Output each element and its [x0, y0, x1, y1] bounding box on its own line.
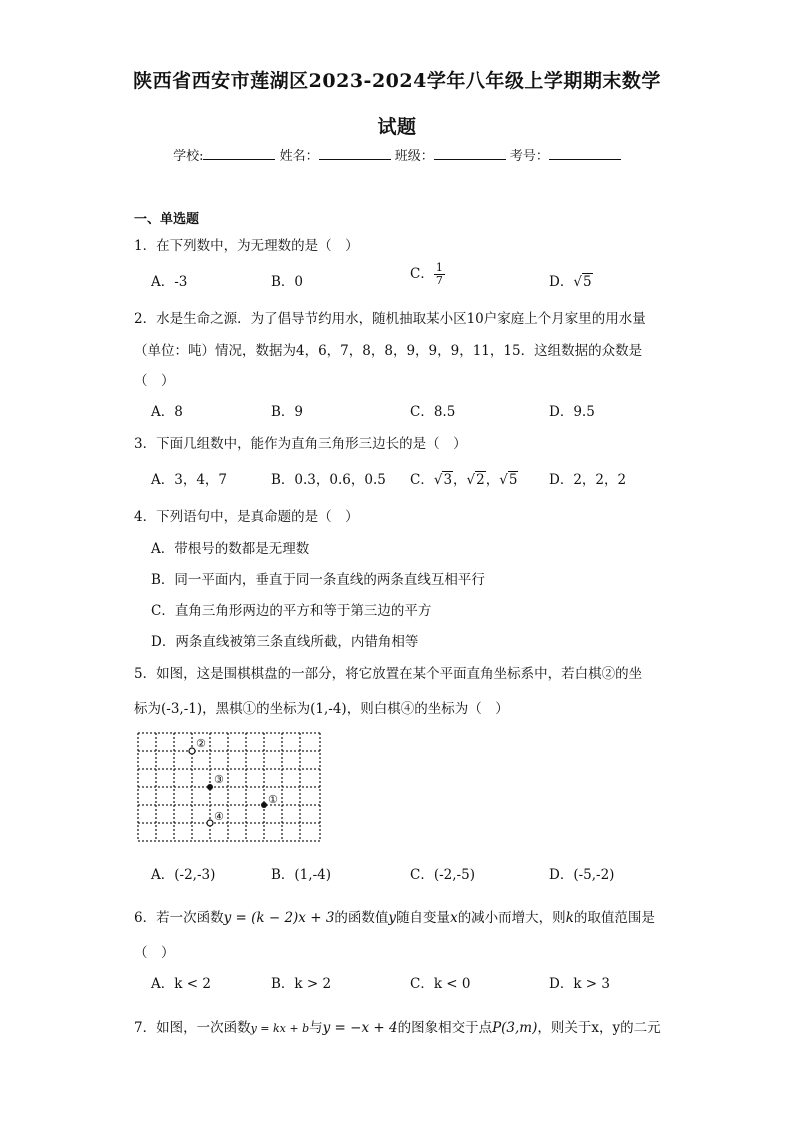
q6-function: y = (k − 2)x + 3 — [223, 910, 335, 926]
q1-option-d-label: D． — [549, 274, 574, 290]
radicand: 5 — [582, 274, 592, 290]
separator: ， — [485, 472, 500, 488]
q1-stem: 1．在下列数中，为无理数的是（ ） — [134, 238, 359, 254]
sqrt-icon: √ — [573, 274, 582, 290]
q7-point-p: P(3,m) — [492, 1020, 538, 1036]
black-stone-1 — [261, 802, 267, 808]
q2-option-a[interactable]: A．8 — [151, 404, 183, 420]
q5-line1: 5．如图，这是围棋棋盘的一部分，将它放置在某个平面直角坐标系中，若白棋②的坐 — [134, 666, 643, 682]
separator: ， — [453, 472, 467, 488]
q6-stem-c: 随自变量 — [396, 910, 451, 926]
name-blank[interactable] — [319, 147, 391, 160]
q5-option-b[interactable]: B．(1,-4) — [271, 867, 331, 883]
radicand: 3 — [443, 472, 453, 488]
radicand: 5 — [508, 472, 518, 488]
denominator: 7 — [435, 274, 443, 287]
q1-fraction — [434, 262, 445, 287]
q6-var-y: y — [388, 910, 397, 926]
exam-no-label: 考号： — [509, 149, 549, 164]
q6-var-k: k — [565, 910, 574, 926]
q7-function-1: y = kx + b — [250, 1022, 310, 1035]
q7-line1 — [134, 1016, 661, 1036]
exam-no-blank[interactable] — [549, 147, 621, 160]
q5-line2: 标为(-3,-1)，黑棋①的坐标为(1,-4)，则白棋④的坐标为（ ） — [134, 701, 509, 717]
name-label: 姓名： — [279, 149, 319, 164]
sqrt-icon: √ — [466, 472, 476, 488]
q4-option-b[interactable]: B．同一平面内，垂直于同一条直线的两条直线互相平行 — [151, 572, 485, 588]
q6-stem-b: 的函数值 — [334, 910, 389, 926]
q6-option-a[interactable]: A．k < 2 — [151, 976, 211, 992]
q4-option-d[interactable]: D．两条直线被第三条直线所截，内错角相等 — [151, 634, 419, 650]
q5-option-c[interactable]: C．(-2,-5) — [410, 867, 475, 883]
q6-option-d[interactable]: D．k > 3 — [549, 976, 610, 992]
q1-option-c[interactable] — [410, 262, 445, 287]
class-blank[interactable] — [434, 147, 506, 160]
student-info-row — [0, 145, 794, 164]
black-stone-3 — [207, 784, 213, 790]
school-blank[interactable] — [203, 147, 275, 160]
q3-stem: 3．下面几组数中，能作为直角三角形三边长的是（ ） — [134, 436, 467, 452]
white-stone-4 — [207, 820, 213, 826]
q6-option-c[interactable]: C．k < 0 — [410, 976, 471, 992]
q1-option-d[interactable] — [549, 270, 593, 290]
q6-stem-e: 的取值范围是 — [573, 910, 655, 926]
q7-stem-d: ，则关于x，y的二元 — [537, 1020, 661, 1036]
q4-stem: 4．下列语句中，是真命题的是（ ） — [134, 509, 359, 525]
q7-function-2: y = −x + 4 — [322, 1020, 398, 1036]
section-heading: 一、单选题 — [134, 212, 200, 227]
q1-option-b[interactable]: B．0 — [271, 274, 304, 290]
q6-line1 — [134, 906, 655, 926]
q3-option-c[interactable] — [410, 468, 518, 488]
q1-option-a[interactable]: A．-3 — [151, 274, 188, 290]
q2-option-c[interactable]: C．8.5 — [410, 404, 456, 420]
q6-stem-d: 的减小而增大，则 — [457, 910, 566, 926]
sqrt-icon: √ — [433, 472, 443, 488]
radicand: 2 — [476, 472, 485, 488]
mark-1: ① — [268, 793, 278, 806]
document-title-line2: 试题 — [377, 116, 417, 138]
q3-option-c-label: C． — [410, 472, 434, 488]
board-grid — [138, 733, 320, 841]
q1-option-c-label: C． — [410, 266, 434, 282]
q7-stem-b: 与 — [309, 1020, 323, 1036]
q2-line3: （ ） — [134, 373, 175, 389]
school-label: 学校: — [173, 149, 204, 164]
q2-line1: 2．水是生命之源．为了倡导节约用水，随机抽取某小区10户家庭上个月家里的用水量 — [134, 311, 646, 327]
q2-option-d[interactable]: D．9.5 — [549, 404, 595, 420]
q5-option-a[interactable]: A．(-2,-3) — [151, 867, 216, 883]
mark-3: ③ — [214, 773, 224, 786]
q3-option-d[interactable]: D．2，2，2 — [549, 472, 627, 488]
q3-option-b[interactable]: B．0.3，0.6，0.5 — [271, 472, 386, 488]
q3-option-a[interactable]: A．3，4，7 — [151, 472, 228, 488]
q6-line2: （ ） — [134, 945, 175, 961]
class-label: 班级： — [394, 149, 434, 164]
sqrt-icon: √ — [499, 472, 508, 488]
numerator: 1 — [435, 261, 443, 274]
q7-stem-a: 7．如图，一次函数 — [134, 1020, 251, 1036]
q7-stem-c: 的图象相交于点 — [397, 1020, 493, 1036]
q6-option-b[interactable]: B．k > 2 — [271, 976, 332, 992]
mark-4: ④ — [214, 810, 224, 823]
q5-option-d[interactable]: D．(-5,-2) — [549, 867, 615, 883]
q4-option-c[interactable]: C．直角三角形两边的平方和等于第三边的平方 — [151, 603, 432, 619]
white-stone-2 — [189, 748, 195, 754]
go-board-figure — [136, 731, 322, 847]
q4-option-a[interactable]: A．带根号的数都是无理数 — [151, 541, 310, 557]
q6-stem-a: 6．若一次函数 — [134, 910, 224, 926]
q2-option-b[interactable]: B．9 — [271, 404, 304, 420]
q2-line2: （单位：吨）情况，数据为4，6，7，8，8，9，9，9，11，15．这组数据的众数是 — [134, 343, 643, 359]
document-title-line1: 陕西省西安市莲湖区2023-2024学年八年级上学期期末数学 — [133, 70, 661, 92]
mark-2: ② — [196, 737, 206, 750]
q6-var-x: x — [450, 910, 458, 926]
